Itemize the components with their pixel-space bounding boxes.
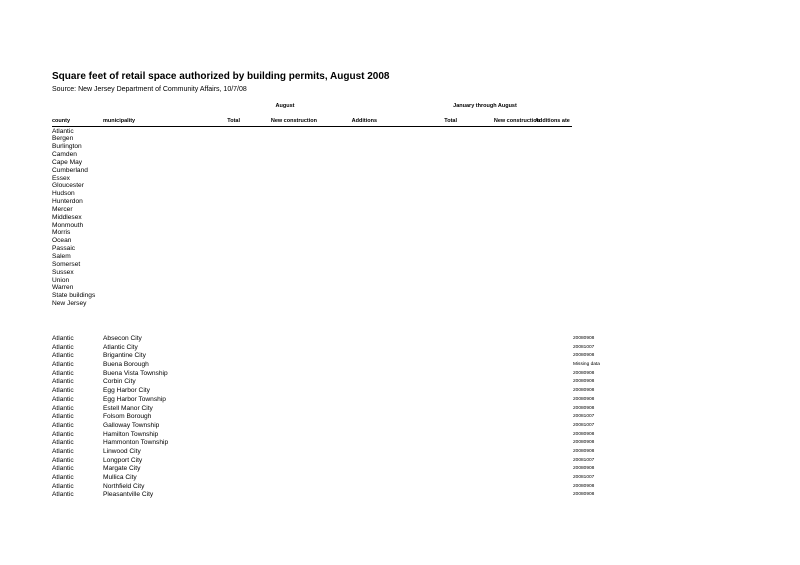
report-date-cell: 20080908 xyxy=(573,388,595,394)
municipality-cell: Northfield City xyxy=(103,482,145,490)
county-cell: Salem xyxy=(52,253,71,260)
report-date-cell: 20081007 xyxy=(573,475,595,480)
county-cell: Ocean xyxy=(52,237,72,245)
municipality-cell: Buena Borough xyxy=(103,361,149,369)
group-header-august: August xyxy=(275,103,295,109)
col-header-aug-new: New construction xyxy=(270,118,317,124)
county-cell: Essex xyxy=(52,174,70,182)
county-cell: Passaic xyxy=(52,245,76,253)
source-note: Source: New Jersey Department of Community Affairs, 10/7/08 xyxy=(52,86,247,93)
county-cell: Atlantic xyxy=(52,361,74,369)
county-cell: Atlantic xyxy=(52,387,74,395)
municipality-cell: Folsom Borough xyxy=(103,413,152,421)
report-date-cell: 20080908 xyxy=(573,448,595,454)
county-cell: Gloucester xyxy=(52,182,84,190)
county-cell: Atlantic xyxy=(52,421,74,429)
report-date-cell: 20081007 xyxy=(573,414,595,420)
municipality-cell: Egg Harbor City xyxy=(103,387,150,395)
municipality-cell: Brigantine City xyxy=(103,352,146,360)
county-cell: Atlantic xyxy=(52,343,74,351)
report-date-cell: 20080908 xyxy=(573,405,595,411)
municipality-cell: Linwood City xyxy=(103,447,141,455)
municipality-cell: Hamilton Township xyxy=(103,430,159,438)
municipality-cell: Margate City xyxy=(103,465,141,473)
municipality-cell: Absecon City xyxy=(103,335,142,342)
report-date-cell: 20081007 xyxy=(573,457,595,463)
county-cell: Atlantic xyxy=(52,404,74,412)
header-divider xyxy=(52,126,572,127)
report-date-cell: 20080908 xyxy=(573,492,595,498)
col-header-aug-additions: Additions xyxy=(351,118,377,124)
page-title: Square feet of retail space authorized by building permits, August 2008 xyxy=(52,71,390,82)
report-date-cell: 20080908 xyxy=(573,353,595,359)
municipality-cell: Buena Vista Township xyxy=(103,369,168,377)
county-cell: Atlantic xyxy=(52,465,74,473)
municipality-cell: Atlantic City xyxy=(103,343,138,351)
report-date-cell: 20080908 xyxy=(573,440,595,446)
county-cell: Atlantic xyxy=(52,447,74,455)
col-header-ytd-additions: Additions ate xyxy=(535,118,570,124)
municipality-cell: Hammonton Township xyxy=(103,439,169,447)
municipality-cell: Corbin City xyxy=(103,378,136,386)
report-date-cell: 20080908 xyxy=(573,336,595,341)
county-cell: Morris xyxy=(52,229,71,237)
county-cell: Atlantic xyxy=(52,491,74,499)
county-cell: Atlantic xyxy=(52,456,74,464)
county-cell: Atlantic xyxy=(52,395,74,403)
municipality-cell: Egg Harbor Township xyxy=(103,395,166,403)
report-date-cell: 20080908 xyxy=(573,379,595,385)
county-cell: State buildings xyxy=(52,292,96,300)
county-cell: Warren xyxy=(52,284,74,292)
county-cell: Atlantic xyxy=(52,127,74,135)
county-cell: Camden xyxy=(52,151,77,159)
county-cell: Burlington xyxy=(52,143,82,151)
county-cell: Atlantic xyxy=(52,474,74,481)
county-cell: Cumberland xyxy=(52,166,88,174)
county-cell: Union xyxy=(52,276,70,284)
county-cell: Atlantic xyxy=(52,482,74,490)
county-cell: New Jersey xyxy=(52,300,87,308)
county-cell: Monmouth xyxy=(52,221,84,229)
report-date-cell: 20080908 xyxy=(573,483,595,489)
col-header-county: county xyxy=(52,118,71,124)
county-cell: Middlesex xyxy=(52,213,82,221)
municipality-cell: Mullica City xyxy=(103,474,137,481)
report-date-cell: 20080908 xyxy=(573,370,595,376)
col-header-ytd-total: Total xyxy=(444,118,457,124)
col-header-ytd-new: New construction xyxy=(493,118,540,124)
report-date-cell: 20080908 xyxy=(573,466,595,472)
report-date-cell: 20081007 xyxy=(573,344,595,350)
county-cell: Cape May xyxy=(52,158,83,166)
county-cell: Hunterdon xyxy=(52,198,83,206)
municipality-cell: Galloway Township xyxy=(103,421,160,429)
report-date-cell: Missing data xyxy=(573,362,600,368)
municipality-cell: Pleasantville City xyxy=(103,491,154,499)
county-cell: Atlantic xyxy=(52,369,74,377)
county-cell: Atlantic xyxy=(52,430,74,438)
report-date-cell: 20080908 xyxy=(573,431,595,437)
col-header-aug-total: Total xyxy=(227,118,240,124)
county-cell: Bergen xyxy=(52,135,74,143)
county-cell: Somerset xyxy=(52,260,81,268)
county-cell: Atlantic xyxy=(52,378,74,386)
county-cell: Mercer xyxy=(52,205,73,213)
report-date-cell: 20081007 xyxy=(573,422,595,428)
county-cell: Hudson xyxy=(52,190,75,198)
report-date-cell: 20080908 xyxy=(573,396,595,402)
col-header-municipality: municipality xyxy=(103,118,136,124)
group-header-ytd: January through August xyxy=(453,103,517,109)
county-cell: Atlantic xyxy=(52,335,74,342)
county-cell: Atlantic xyxy=(52,439,74,447)
county-cell: Sussex xyxy=(52,268,74,276)
county-cell: Atlantic xyxy=(52,413,74,421)
municipality-cell: Longport City xyxy=(103,456,143,464)
county-cell: Atlantic xyxy=(52,352,74,360)
municipality-cell: Estell Manor City xyxy=(103,404,153,412)
